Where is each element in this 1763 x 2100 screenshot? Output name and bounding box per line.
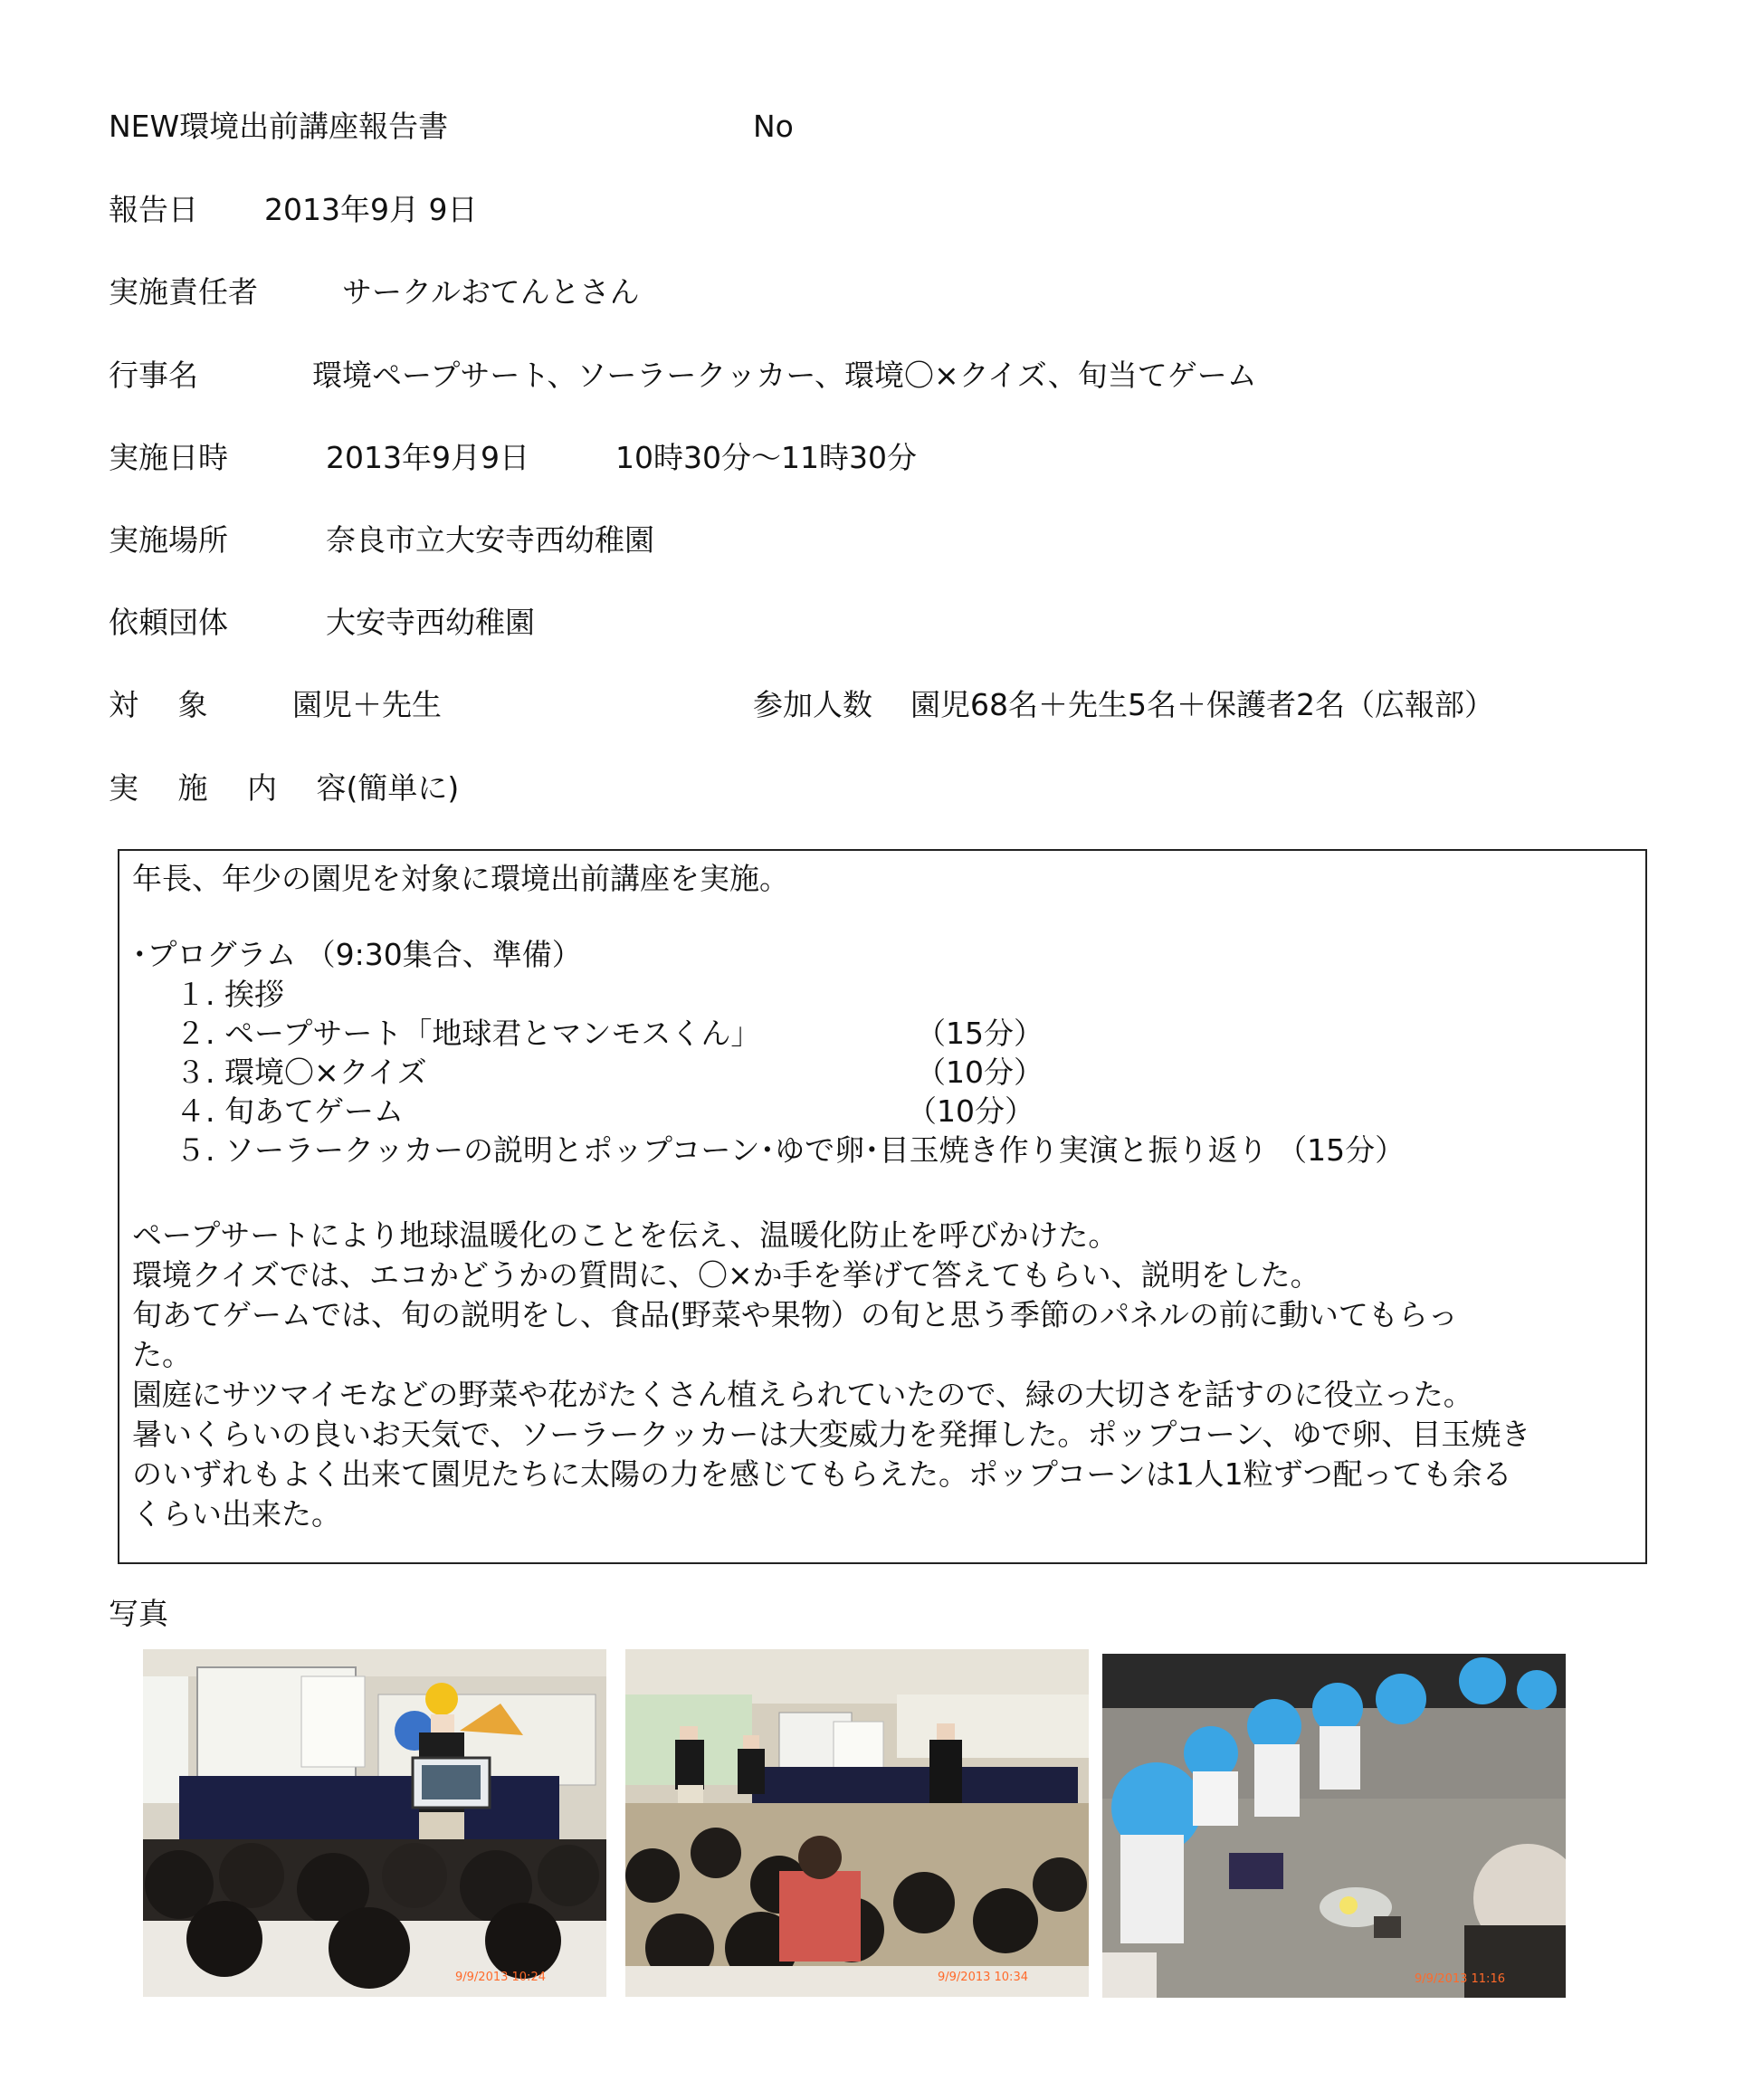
photo-timestamp: 9/9/2013 11:16 [1415,1972,1505,1986]
program-duration: （10分） [916,1055,1044,1090]
photo-timestamp: 9/9/2013 10:34 [938,1971,1028,1984]
program-item: ５. ソーラークッカーの説明とポップコーン･ゆで卵･目玉焼き作り実演と振り返り （15分） [176,1132,1406,1168]
report-number-label: No [753,109,794,144]
participants-value: 園児68名＋先生5名＋保護者2名（広報部） [910,687,1494,722]
datetime-label: 実施日時 [109,440,228,475]
report-date-value: 2013年9月 9日 [264,192,478,227]
photos-label: 写真 [109,1596,168,1631]
participants-label: 参加人数 [753,687,872,722]
photo-solar-cooker [1102,1654,1566,1998]
photo-hall-quiz-image [625,1649,1089,1997]
report-title: NEW環境出前講座報告書 [109,109,449,144]
program-item: ２. ペープサート「地球君とマンモスくん」 [176,1016,761,1051]
client-label: 依頼団体 [109,605,228,640]
photo-hall-quiz [625,1649,1089,1997]
photo-solar-cooker-image [1102,1654,1566,1998]
content-box [118,849,1647,1564]
target-value: 園児＋先生 [292,687,442,722]
photo-timestamp: 9/9/2013 10:24 [455,1971,546,1984]
report-paragraph-line: 暑いくらいの良いお天気で、ソーラークッカーは大変威力を発揮した。ポップコーン、ゆで卵、目玉焼き [132,1417,1531,1452]
place-value: 奈良市立大安寺西幼稚園 [326,522,654,558]
report-paragraph-line: くらい出来た。 [132,1496,341,1532]
report-paragraph-line: ペープサートにより地球温暖化のことを伝え、温暖化防止を呼びかけた。 [132,1217,1119,1253]
program-duration: （15分） [916,1016,1044,1051]
report-paragraph-line: 園庭にサツマイモなどの野菜や花がたくさん植えられていたので、緑の大切さを話すのに役立った。 [132,1377,1473,1412]
program-duration: （10分） [907,1093,1034,1129]
date-value: 2013年9月9日 [326,440,529,475]
event-name-label: 行事名 [109,358,198,393]
time-value: 10時30分～11時30分 [615,440,917,475]
responsible-label: 実施責任者 [109,274,258,310]
report-paragraph-line: のいずれもよく出来て園児たちに太陽の力を感じてもらえた。ポップコーンは1人1粒ずつ配っても余る [132,1456,1512,1492]
program-header: ･プログラム （9:30集合、準備） [132,937,582,972]
program-item: １. 挨拶 [176,977,284,1012]
program-item: ４. 旬あてゲーム [176,1093,404,1129]
event-name-value: 環境ペープサート、ソーラークッカー、環境〇×クイズ、旬当てゲーム [312,358,1257,393]
report-paragraph-line: 旬あてゲームでは、旬の説明をし、食品(野菜や果物）の旬と思う季節のパネルの前に動いてもらっ [132,1297,1458,1332]
responsible-value: サークルおてんとさん [342,274,640,310]
program-item: ３. 環境〇×クイズ [176,1055,427,1090]
report-paragraph-line: 環境クイズでは、エコかどうかの質問に、〇×か手を挙げて答えてもらい、説明をした。 [132,1257,1320,1293]
report-date-label: 報告日 [109,192,198,227]
report-paragraph-line: た。 [132,1337,192,1372]
target-label: 対 象 [109,687,208,722]
client-value: 大安寺西幼稚園 [326,605,535,640]
place-label: 実施場所 [109,522,228,558]
content-label: 実 施 内 容(簡単に) [109,770,460,806]
photo-classroom-paper-theater-image [143,1649,606,1997]
photo-classroom-paper-theater [143,1649,606,1997]
content-intro: 年長、年少の園児を対象に環境出前講座を実施。 [132,861,789,896]
